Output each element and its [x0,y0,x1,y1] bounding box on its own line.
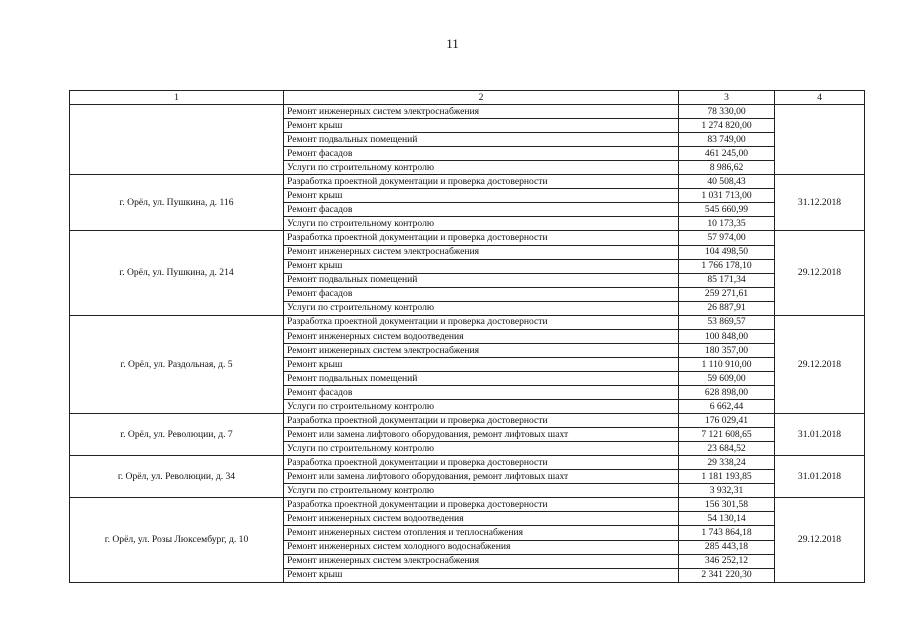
amount-cell: 104 498,50 [679,245,775,259]
amount-cell: 628 898,00 [679,385,775,399]
work-name-cell: Ремонт или замена лифтового оборудования, ремонт лифтовых шахт [284,470,679,484]
work-name-cell: Ремонт фасадов [284,385,679,399]
address-cell: г. Орёл, ул. Пушкина, д. 116 [70,175,284,231]
date-cell: 29.12.2018 [775,498,865,582]
amount-cell: 545 660,99 [679,203,775,217]
table-row [70,175,865,189]
work-name-cell: Ремонт подвальных помещений [284,273,679,287]
work-name-cell: Ремонт инженерных систем электроснабжения [284,554,679,568]
table-row [70,414,865,428]
works-table-body [70,91,865,583]
date-cell: 31.01.2018 [775,414,865,456]
amount-cell: 8 986,62 [679,161,775,175]
amount-cell: 346 252,12 [679,554,775,568]
work-name-cell: Разработка проектной документации и проверка достоверности [284,498,679,512]
amount-cell: 2 341 220,30 [679,568,775,582]
amount-cell: 1 181 193,85 [679,470,775,484]
header-col-2: 2 [284,91,679,105]
header-col-4: 4 [775,91,865,105]
table-row [70,456,865,470]
work-name-cell: Ремонт инженерных систем электроснабжения [284,343,679,357]
amount-cell: 180 357,00 [679,343,775,357]
work-name-cell: Ремонт инженерных систем электроснабжения [284,245,679,259]
work-name-cell: Услуги по строительному контролю [284,301,679,315]
address-cell: г. Орёл, ул. Революции, д. 34 [70,456,284,498]
work-name-cell: Ремонт крыш [284,189,679,203]
amount-cell: 57 974,00 [679,231,775,245]
address-cell: г. Орёл, ул. Розы Люксембург, д. 10 [70,498,284,582]
amount-cell: 23 684,52 [679,442,775,456]
amount-cell: 85 171,34 [679,273,775,287]
work-name-cell: Ремонт инженерных систем водоотведения [284,512,679,526]
address-cell: г. Орёл, ул. Пушкина, д. 214 [70,231,284,315]
date-cell: 31.01.2018 [775,456,865,498]
work-name-cell: Услуги по строительному контролю [284,217,679,231]
amount-cell: 83 749,00 [679,133,775,147]
header-col-1: 1 [70,91,284,105]
address-cell [70,105,284,175]
work-name-cell: Разработка проектной документации и проверка достоверности [284,175,679,189]
work-name-cell: Разработка проектной документации и проверка достоверности [284,414,679,428]
date-cell: 29.12.2018 [775,315,865,413]
work-name-cell: Ремонт подвальных помещений [284,133,679,147]
address-cell: г. Орёл, ул. Раздольная, д. 5 [70,315,284,413]
works-table [69,90,865,583]
amount-cell: 176 029,41 [679,414,775,428]
work-name-cell: Разработка проектной документации и проверка достоверности [284,315,679,329]
header-col-3: 3 [679,91,775,105]
address-cell: г. Орёл, ул. Революции, д. 7 [70,414,284,456]
work-name-cell: Ремонт крыш [284,119,679,133]
amount-cell: 285 443,18 [679,540,775,554]
amount-cell: 59 609,00 [679,371,775,385]
amount-cell: 78 330,00 [679,105,775,119]
amount-cell: 6 662,44 [679,400,775,414]
work-name-cell: Ремонт фасадов [284,203,679,217]
work-name-cell: Ремонт инженерных систем водоотведения [284,329,679,343]
amount-cell: 7 121 608,65 [679,428,775,442]
amount-cell: 40 508,43 [679,175,775,189]
amount-cell: 1 766 178,10 [679,259,775,273]
work-name-cell: Разработка проектной документации и проверка достоверности [284,231,679,245]
work-name-cell: Ремонт крыш [284,259,679,273]
table-row [70,315,865,329]
amount-cell: 1 110 910,00 [679,357,775,371]
amount-cell: 1 274 820,00 [679,119,775,133]
work-name-cell: Услуги по строительному контролю [284,484,679,498]
amount-cell: 461 245,00 [679,147,775,161]
amount-cell: 10 173,35 [679,217,775,231]
work-name-cell: Ремонт инженерных систем электроснабжения [284,105,679,119]
page-number: 11 [446,36,459,51]
amount-cell: 26 887,91 [679,301,775,315]
work-name-cell: Услуги по строительному контролю [284,161,679,175]
amount-cell: 1 743 864,18 [679,526,775,540]
date-cell: 31.12.2018 [775,175,865,231]
work-name-cell: Ремонт инженерных систем холодного водоснабжения [284,540,679,554]
work-name-cell: Ремонт крыш [284,568,679,582]
date-cell: 29.12.2018 [775,231,865,315]
amount-cell: 259 271,61 [679,287,775,301]
work-name-cell: Ремонт инженерных систем отопления и теплоснабжения [284,526,679,540]
amount-cell: 156 301,58 [679,498,775,512]
table-row [70,231,865,245]
work-name-cell: Разработка проектной документации и проверка достоверности [284,456,679,470]
amount-cell: 3 932,31 [679,484,775,498]
work-name-cell: Услуги по строительному контролю [284,442,679,456]
work-name-cell: Услуги по строительному контролю [284,400,679,414]
table-row [70,105,865,119]
work-name-cell: Ремонт фасадов [284,147,679,161]
date-cell [775,105,865,175]
work-name-cell: Ремонт подвальных помещений [284,371,679,385]
work-name-cell: Ремонт фасадов [284,287,679,301]
amount-cell: 100 848,00 [679,329,775,343]
amount-cell: 53 869,57 [679,315,775,329]
work-name-cell: Ремонт или замена лифтового оборудования, ремонт лифтовых шахт [284,428,679,442]
table-row [70,498,865,512]
work-name-cell: Ремонт крыш [284,357,679,371]
amount-cell: 29 338,24 [679,456,775,470]
amount-cell: 54 130,14 [679,512,775,526]
amount-cell: 1 031 713,00 [679,189,775,203]
header-row [70,91,865,105]
